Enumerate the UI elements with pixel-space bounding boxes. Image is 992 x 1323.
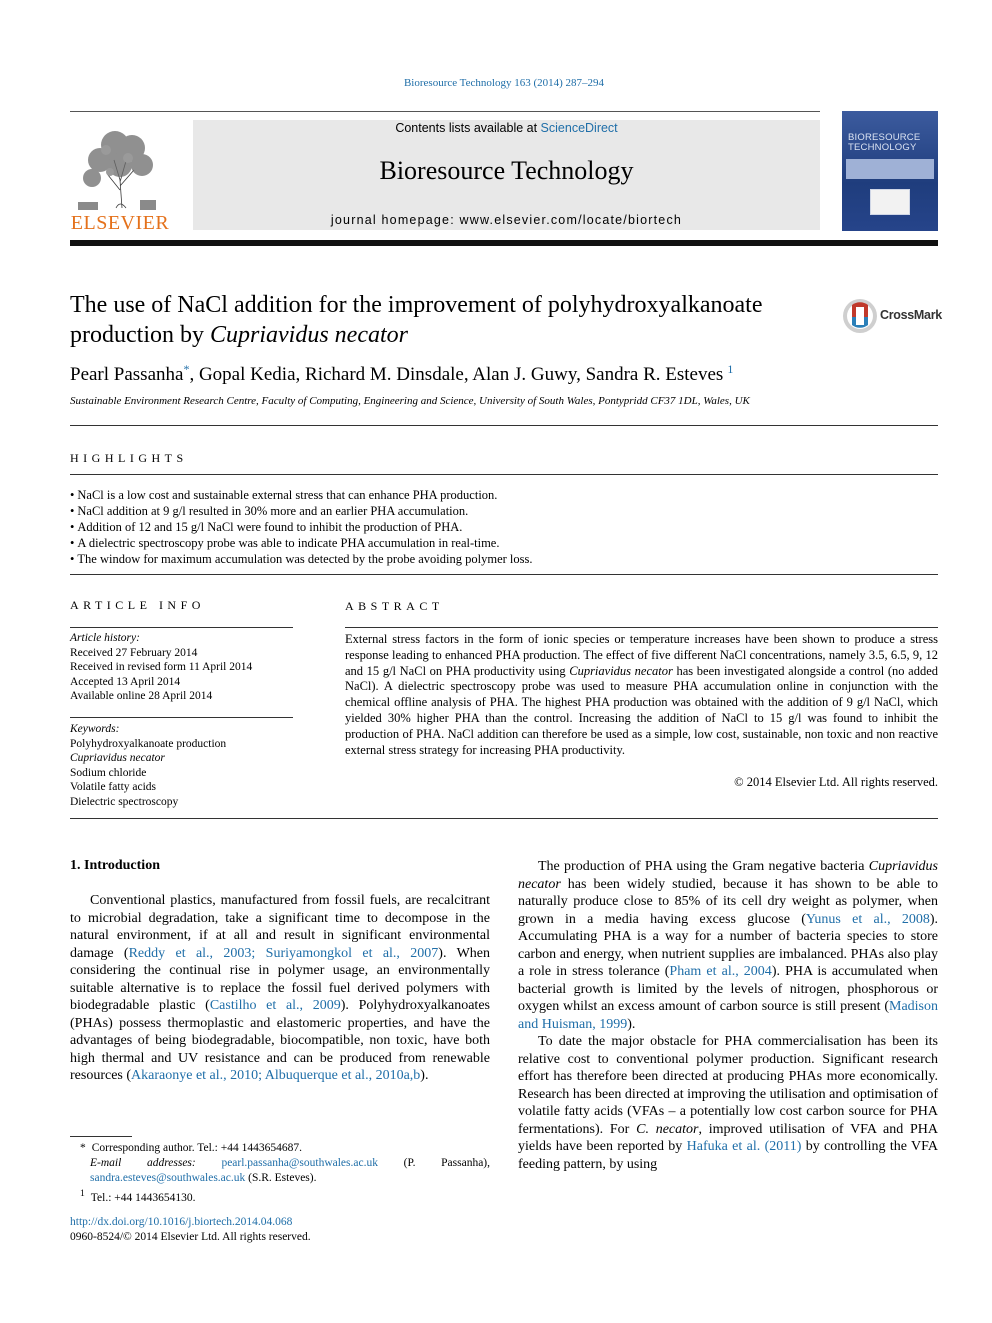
abstract-species: Cupriavidus necator (569, 663, 673, 678)
author-name[interactable]: Alan J. Guwy (472, 364, 577, 385)
journal-name: Bioresource Technology (379, 156, 634, 185)
highlights-list (70, 487, 930, 567)
intro-paragraph: The production of PHA using the Gram negative bacteria Cupriavidus necator has been widely studied, because it has shown to be able to naturally produce close to 85% of its cell dry weight as polymer, when grown in a media having excess glucose (Yunus et al., 2008). Accumulating PHA is a way for a number of bacteria species to store carbon and energy, when nutrient supplies are imbalanced. PHAs also play a role in stress tolerance (Pham et al., 2004). PHA is accumulated when bacterial growth is limited by the levels of nitrogen, phosphorous or oxygen whilst an excess amount of carbon source is still present (Madison and Huisman, 1999). (518, 859, 938, 1032)
history-item: Received in revised form 11 April 2014 (70, 661, 253, 673)
citation-link[interactable]: Pham et al., 2004 (669, 964, 772, 979)
citation-link[interactable]: Yunus et al., 2008 (805, 911, 930, 927)
doi-link[interactable]: http://dx.doi.org/10.1016/j.biortech.2014.04.068 (70, 1216, 293, 1228)
history-item: Received 27 February 2014 (70, 646, 198, 659)
article-history (70, 631, 300, 704)
journal-citation[interactable]: Bioresource Technology 163 (2014) 287–294 (403, 77, 605, 89)
email-link[interactable]: sandra.esteves@southwales.ac.uk (90, 1172, 246, 1184)
intro-paragraph: To date the major obstacle for PHA commercialisation has been its relative cost to conventional polymer production. Significant research effort has therefore been directed at producing PHAs more economically. Research has been directed at improving the utilisation and optimisation of volatile fatty acids (VFAs – a potentially low cost carbon source for PHA fermentations). For C. necator, improved utilisation of VFA and PHA yields have been reported by Hafuka et al. (2011) by controlling the VFA feeding pattern, by using (518, 1034, 939, 1172)
footnote-text: Corresponding author. Tel.: +44 1443654687. (91, 1142, 302, 1154)
keyword-item: Sodium chloride (70, 766, 147, 779)
author-list: Pearl Passanha*, Gopal Kedia, Richard M. Dinsdale, Alan J. Guwy, Sandra R. Esteves $^1$ (70, 362, 734, 385)
crossmark-label[interactable]: CrossMark (880, 308, 942, 322)
keyword-item: Cupriavidus necator (70, 752, 165, 764)
highlight-item: • NaCl addition at 9 g/l resulted in 30% more and an earlier PHA accumulation. (70, 503, 930, 519)
species-name: Cupriavidus necator (518, 859, 938, 892)
highlight-item: • A dielectric spectroscopy probe was able to indicate PHA accumulation in real-time. (70, 535, 930, 551)
journal-cover-thumbnail[interactable] (842, 111, 938, 231)
citation-link[interactable]: Castilho et al., 2009 (209, 998, 341, 1013)
affiliation: Sustainable Environment Research Centre, Faculty of Computing, Engineering and Science, University of South Wales, Pontypridd CF37 1DL, Wales, UK (70, 395, 750, 407)
info-rule (70, 627, 293, 628)
intro-left-column: Conventional plastics, manufactured from fossil fuels, are recalcitrant to microbial degradation, take a significant time to decompose in the natural environment, if at all and result in significant environmental damage (Reddy et al., 2003; Suriyamongkol et al., 2007). When considering the continual rise in polymer usage, an environmentally suitable alternative is to replace the fossil fuel derived polymers with biodegradable plastic (Castilho et al., 2009). Polyhydroxyalkanoates (PHAs) possess thermoplastic and elastomeric properties, and have the advantages of being biodegradable, biocompatible, non toxic, have both high thermal and UV resistance and can be produced from renewable resources (Akaraonye et al., 2010; Albuquerque et al., 2010a,b). (70, 893, 490, 1083)
citation-link[interactable]: Hafuka et al. (2011) (686, 1139, 802, 1154)
section-rule (70, 474, 938, 475)
footnote-corresponding: * Corresponding author. Tel.: +44 1443654687. (80, 1142, 302, 1154)
section-rule (70, 818, 938, 819)
highlight-item: • NaCl is a low cost and sustainable external stress that can enhance PHA production. (70, 487, 930, 503)
author-name[interactable]: Richard M. Dinsdale (305, 364, 464, 385)
footnote-text: Tel.: +44 1443654130. (90, 1191, 196, 1204)
keyword-item: Dielectric spectroscopy (70, 795, 179, 808)
intro-right-column (518, 858, 938, 1173)
header-rule (70, 111, 820, 112)
abstract-part: External stress factors in the form of ionic species or temperature increases have been shown to produce a stress response leading to enhanced PHA production. The effect of five different NaCl concentrations, namely 3.5, 6.5, 9, 12 and 15 g/l NaCl on PHA productivity using (345, 632, 938, 678)
abstract-rule (345, 627, 938, 628)
title-species: Cupriavidus necator (209, 322, 408, 348)
crossmark-icon (842, 297, 878, 335)
issn-line: 0960-8524/© 2014 Elsevier Ltd. All rights reserved. (70, 1231, 311, 1243)
journal-homepage[interactable]: journal homepage: www.elsevier.com/locate/biortech (330, 213, 683, 227)
keyword-item: Polyhydroxyalkanoate production (70, 737, 227, 750)
author-mark[interactable]: * (183, 362, 190, 376)
footnotes (70, 1141, 490, 1206)
info-rule (70, 717, 293, 718)
cover-figure (870, 189, 910, 215)
header-thick-rule (70, 240, 938, 246)
keyword-item: Volatile fatty acids (70, 781, 157, 793)
author-mark[interactable]: 1 (727, 362, 734, 376)
cover-band (846, 159, 934, 179)
email-owner: (P. Passanha), (377, 1157, 491, 1169)
keywords-label: Keywords: (70, 723, 120, 735)
contents-prefix: Contents lists available at (395, 121, 541, 135)
abstract-heading: ABSTRACT (345, 599, 444, 613)
highlight-item: • Addition of 12 and 15 g/l NaCl were found to inhibit the production of PHA. (70, 519, 930, 535)
email-link[interactable]: pearl.passanha@southwales.ac.uk (221, 1157, 378, 1169)
citation-link[interactable]: Madison and Huisman, 1999 (518, 999, 938, 1032)
history-label: Article history: (70, 632, 140, 644)
abstract-copyright: © 2014 Elsevier Ltd. All rights reserved. (734, 775, 938, 789)
species-name: C. necator (636, 1121, 699, 1137)
citation-link[interactable]: Reddy et al., 2003; Suriyamongkol et al., 2007 (128, 945, 439, 961)
cover-title: BIORESOURCE TECHNOLOGY (848, 132, 921, 153)
citation-link[interactable]: Akaraonye et al., 2010; Albuquerque et al., 2010a,b (131, 1068, 421, 1083)
footnote-rule (70, 1136, 132, 1137)
author-name[interactable]: Gopal Kedia (198, 364, 296, 385)
introduction-heading: 1. Introduction (70, 858, 160, 873)
abstract-text (345, 632, 938, 758)
section-rule (70, 574, 938, 575)
article-info-heading: ARTICLE INFO (70, 598, 205, 612)
elsevier-logo[interactable] (70, 120, 170, 232)
keywords (70, 722, 300, 809)
abstract-part: has been investigated alongside a control (no added NaCl). A dielectric spectroscopy probe was used to measure PHA accumulation online in conjunction with the chemical offline analysis of PHA. The highest PHA production was obtained with the addition of 9 g/l NaCl, which yielded 30% higher PHA than the control. Increasing the addition of NaCl to 15 g/l was found to inhibit the production of PHA. NaCl addition can therefore be used as a simple, low cost, sustainable, non toxic and non reactive external stress strategy for increasing PHA productivity. (345, 663, 938, 757)
history-item: Accepted 13 April 2014 (70, 675, 181, 688)
highlight-item: • The window for maximum accumulation was detected by the probe avoiding polymer loss. (70, 551, 930, 567)
author-name[interactable]: Pearl Passanha (70, 364, 184, 385)
history-item: Available online 28 April 2014 (70, 690, 213, 702)
elsevier-wordmark: ELSEVIER (70, 212, 170, 234)
author-name[interactable]: Sandra R. Esteves (585, 364, 724, 385)
sciencedirect-link[interactable]: ScienceDirect (540, 121, 618, 135)
article-title (70, 290, 830, 350)
contents-line (193, 121, 820, 135)
title-text: The use of NaCl addition for the improvement of polyhydroxyalkanoate production by (70, 292, 763, 348)
email-owner: (S.R. Esteves). (245, 1172, 317, 1184)
highlights-heading: HIGHLIGHTS (70, 451, 188, 465)
footnote-1: $^1$ Tel.: +44 1443654130. (80, 1188, 196, 1204)
email-label: E-mail addresses: (90, 1157, 196, 1169)
section-rule (70, 425, 938, 426)
footnote-emails (70, 1156, 490, 1186)
